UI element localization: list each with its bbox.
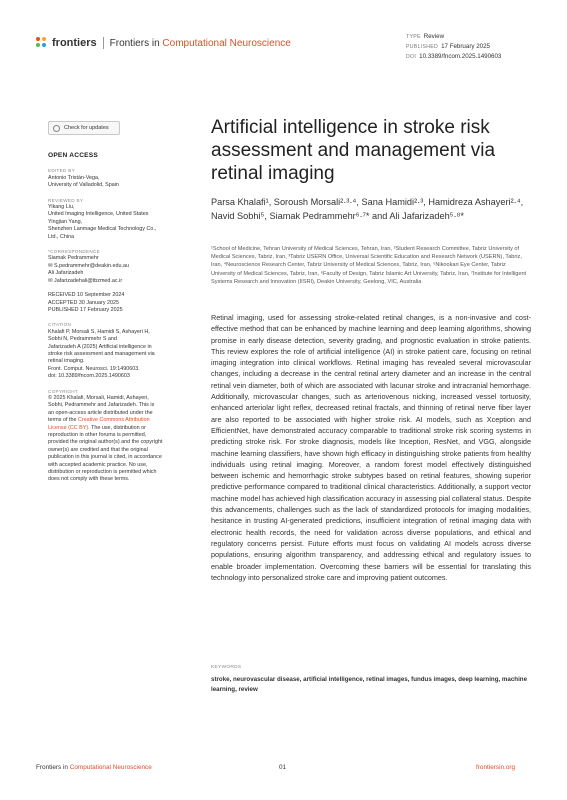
- open-access-label: OPEN ACCESS: [48, 152, 98, 159]
- author-list: Parsa Khalafi¹, Soroush Morsali²·³·⁴, Sana Hamidi²·³, Hamidreza Ashayeri²·⁴, Navid Sobhi⁵, Siamak Pedrammehr⁶·⁷* and Ali Jafarizadeh⁵·⁸*: [211, 197, 524, 221]
- update-icon: [53, 125, 60, 132]
- check-for-updates-button[interactable]: Check for updates: [48, 121, 120, 135]
- article-title: Artificial intelligence in stroke risk assessment and management via retinal imaging: [211, 117, 496, 184]
- frontiers-logo-icon: [36, 37, 48, 49]
- divider: [103, 37, 104, 49]
- keywords: stroke, neurovascular disease, artificial intelligence, retinal images, fundus images, deep learning, machine learning, review: [211, 676, 528, 693]
- doi-link[interactable]: 10.3389/fncom.2025.1490603: [419, 53, 502, 60]
- license-link[interactable]: Creative Commons Attribution License (CC BY).: [48, 417, 150, 431]
- journal-name: Frontiers in Computational Neuroscience: [109, 37, 291, 49]
- abstract: Retinal imaging, used for assessing stroke-related retinal changes, is a non-invasive and cost-effective method that can be enhanced by machine learning and deep learning algorithms, showing promise in early disease detection, severity grading, and prognostic evaluation in stroke patients. This review explores the role of artificial intelligence (AI) in stroke patient care, focusing on retinal imaging integration into clinical workflows. Retinal imaging has revealed several microvascular changes, including a decrease in the central retinal artery diameter and an increase in the central retinal vein diameter, both of which are associated with lacunar stroke and intracranial hemorrhage. Additionally, microvascular changes, such as arteriovenous nicking, increased vessel tortuosity, enhanced arteriolar light reflex, decreased retinal fractals, and thinning of retinal nerve fiber layer are also reported to be associated with higher stroke risk. AI models, such as Xception and EfficientNet, have demonstrated accuracy comparable to traditional stroke risk scoring systems in predicting stroke risk. For stroke diagnosis, models like Inception, ResNet, and VGG, alongside machine learning classifiers, have shown high efficacy in distinguishing stroke patients from healthy individuals using retinal imaging. Moreover, a random forest model effectively distinguished between ischemic and hemorrhagic stroke subtypes based on retinal features, showing superior predictive performance compared to traditional clinical characteristics. Additionally, a support vector machine model has achieved high classification accuracy in assessing pial collateral status. Despite this advancements, challenges such as the lack of standardized protocols for imaging modalities, hesitance in trusting AI-generated predictions, insufficient integration of retinal imaging data with electronic health records, the need for validation across diverse populations, and ethical and regulatory concerns persist. Future efforts must focus on validating AI models across diverse populations, ensuring algorithm transparency, and addressing ethical and regulatory issues to enable broader implementation. Overcoming these barriers will be essential for translating this technology into personalized stroke care and improving patient outcomes.: [211, 313, 531, 582]
- affiliations: ¹School of Medicine, Tehran University of Medical Sciences, Tehran, Iran, ²Student Research Committee, Tabriz University of Medical Sciences, Tabriz, Iran, ³Tabriz USERN Office, Universal Scientific Education and Research Network (USERN), Tabriz, Iran, ⁴Neuroscience Research Center, Tabriz University of Medical Sciences, Tabriz, Iran, ⁵Nikookari Eye Center, Tabriz University of Medical Sciences, Tabriz, Iran, ⁶Faculty of Design, Tabriz Islamic Art University, Tabriz, Iran, ⁷Institute for Intelligent Systems Research and Innovation (IISRI), Deakin University, Geelong, VIC, Australia: [211, 246, 527, 285]
- page-number: 01: [279, 764, 287, 771]
- email-link[interactable]: ✉ S.pedrammehr@deakin.edu.au: [48, 262, 130, 269]
- brand-name: frontiers: [52, 37, 97, 49]
- sidebar: OPEN ACCESS EDITED BY Antonio Tristán-Vega, University of Valladolid, Spain REVIEWED BY Yikang Liu, United Imaging Intelligence, United States Yingjian Yang, Shenzhen Lanmage Medical Technology Co., Ltd., China *CORRESPONDENCE Siamak Pedrammehr ✉ S.pedrammehr@deakin.edu.au Ali Jafarizadeh ✉ Jafarizadehali@tbzmed.ac.ir RECEIVED 10 September 2024 ACCEPTED 30 January 2025 PUBLISHED 17 February 2025 CITATION Khalafi P, Morsali S, Hamidi S, Ashayeri H, Sobhi N, Pedrammehr S and Jafarizadeh A (2025) Artificial intelligence in stroke risk assessment and management via retinal imaging. Front. Comput. Neurosci. 19:1490603. doi: 10.3389/fncom.2025.1490603 COPYRIGHT © 2025 Khalafi, Morsali, Hamidi, Ashayeri, Sobhi, Pedrammehr and Jafarizadeh. This is an open-access article distributed under the terms of the Creative Commons Attribution License (CC BY). The use, distribution or reproduction in other forums is permitted, provided the original author(s) and the copyright owner(s) are credited and that the original publication in this journal is cited, in accordance with accepted academic practice. No use, distribution or reproduction is permitted which does not comply with these terms.: [48, 152, 168, 484]
- footer-journal: Frontiers in Computational Neuroscience: [36, 764, 152, 771]
- keywords-label: KEYWORDS: [211, 665, 242, 670]
- frontiers-logo[interactable]: [36, 37, 291, 49]
- site-link[interactable]: frontiersin.org: [476, 764, 516, 771]
- email-link[interactable]: ✉ Jafarizadehali@tbzmed.ac.ir: [48, 277, 123, 284]
- article-meta: TYPE Review PUBLISHED 17 February 2025 DOI 10.3389/fncom.2025.1490603: [406, 33, 502, 60]
